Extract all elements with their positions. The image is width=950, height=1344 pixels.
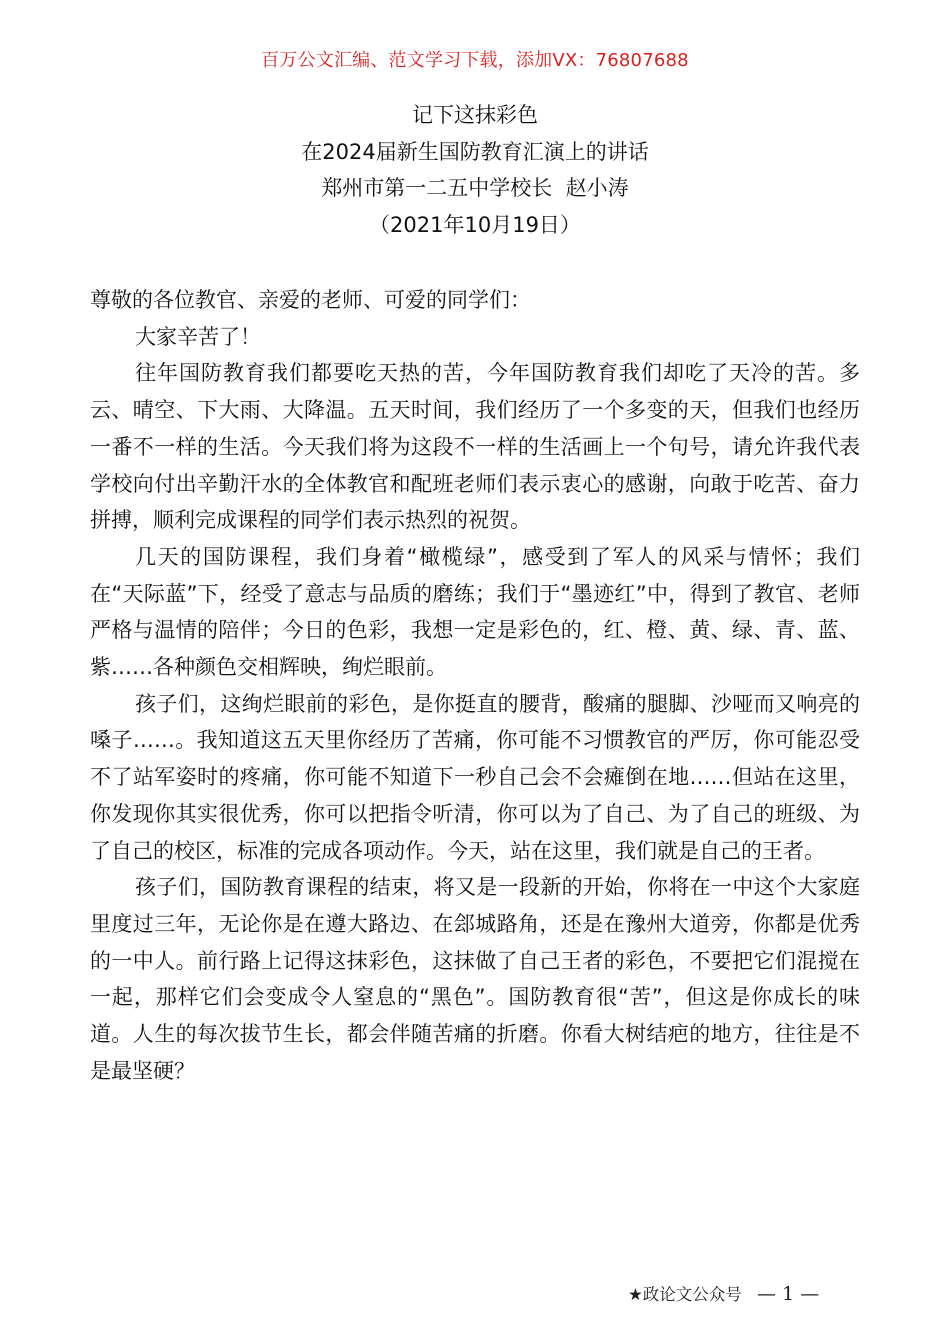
paragraph: 往年国防教育我们都要吃天热的苦，今年国防教育我们却吃了天冷的苦。多云、晴空、下大雨、大降温。五天时间，我们经历了一个多变的天，但我们也经历一番不一样的生活。今天我们将为这段不一样的生活画上一个句号，请允许我代表学校向付出辛勤汗水的全体教官和配班老师们表示衷心的感谢，向敢于吃苦、奋力拼搏，顺利完成课程的同学们表示热烈的祝贺。 — [90, 361, 860, 533]
page-number: — 1 — — [757, 1283, 820, 1305]
document-subtitle: 在2024届新生国防教育汇演上的讲话 — [301, 139, 649, 164]
watermark-banner: 百万公文汇编、范文学习下载，添加VX：76807688 — [261, 50, 689, 71]
salutation: 尊敬的各位教官、亲爱的老师、可爱的同学们： — [90, 288, 531, 312]
page-footer — [628, 1281, 819, 1305]
document-author: 郑州市第一二五中学校长 赵小涛 — [321, 176, 629, 200]
document-date: （2021年10月19日） — [369, 212, 581, 237]
document-title: 记下这抹彩色 — [412, 103, 538, 127]
paragraph: 几天的国防课程，我们身着“橄榄绿”，感受到了军人的风采与情怀；我们在“天际蓝”下，经受了意志与品质的磨练；我们于“墨迹红”中，得到了教官、老师严格与温情的陪伴；今日的色彩，我想一定是彩色的，红、橙、黄、绿、青、蓝、紫……各种颜色交相辉映，绚烂眼前。 — [90, 544, 860, 680]
document-header — [0, 97, 950, 243]
document-body — [90, 282, 860, 1089]
paragraph: 大家辛苦了！ — [135, 324, 261, 349]
paragraph: 孩子们，这绚烂眼前的彩色，是你挺直的腰背，酸痛的腿脚、沙哑而又响亮的嗓子……。我知道这五天里你经历了苦痛，你可能不习惯教官的严厉，你可能忍受不了站军姿时的疼痛，你可能不知道下一秒自己会不会瘫倒在地……但站在这里，你发现你其实很优秀，你可以把指令听清，你可以为了自己、为了自己的班级、为了自己的校区，标准的完成各项动作。今天，站在这里，我们就是自己的王者。 — [90, 691, 860, 863]
paragraph: 孩子们，国防教育课程的结束，将又是一段新的开始，你将在一中这个大家庭里度过三年，无论你是在遵大路边、在郐城路角，还是在豫州大道旁，你都是优秀的一中人。前行路上记得这抹彩色，这抹做了自己王者的彩色，不要把它们混搅在一起，那样它们会变成令人窒息的“黑色”。国防教育很“苦”，但这是你成长的味道。人生的每次拔节生长，都会伴随苦痛的折磨。你看大树结疤的地方，往往是不是最坚硬？ — [90, 875, 860, 1083]
footer-source: ★政论文公众号 — [628, 1285, 742, 1304]
